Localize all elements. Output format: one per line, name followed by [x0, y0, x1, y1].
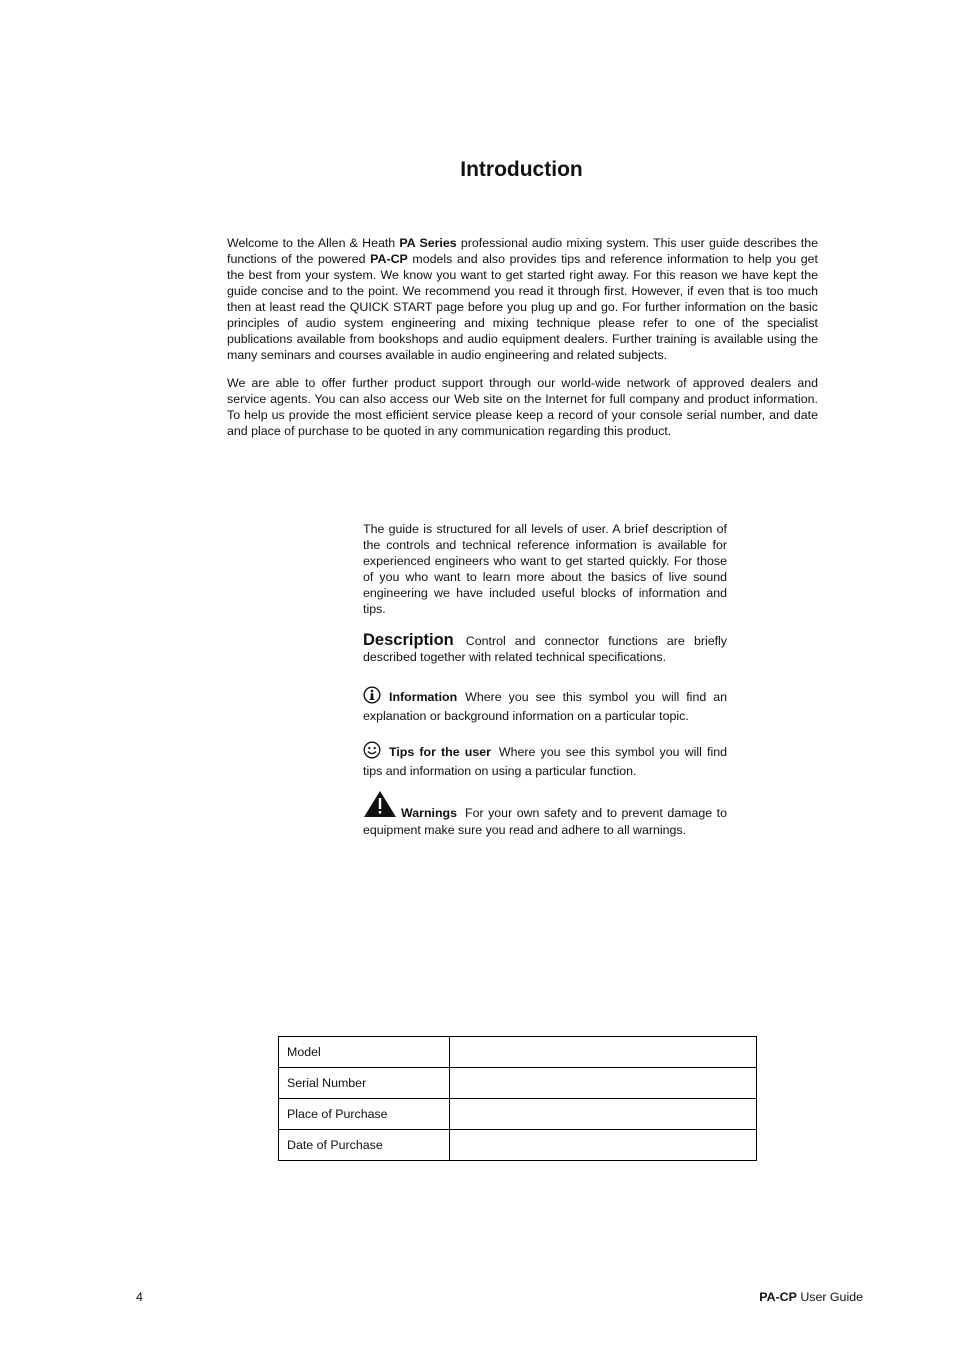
record-label-place-of-purchase: Place of Purchase [279, 1099, 450, 1130]
intro-paragraph-2: We are able to offer further product support through our world-wide network of approved dealers and service agents. You can also access our Web site on the Internet for full company and product information. To help us provide the most efficient service please keep a record of your console serial number, and date and place of purchase to be quoted in any communication regarding this product. [227, 376, 818, 438]
smiley-icon [363, 741, 381, 763]
guide-structure-paragraph: The guide is structured for all levels of user. A brief description of the controls and technical reference information is available for experienced engineers who want to get started quickly. For those of you who want to learn more about the basics of live sound engineering we have included useful blocks of information and tips. [363, 522, 727, 616]
table-row [279, 1068, 757, 1099]
tips-text: Where you see this symbol you will find tips and information on using a particular function. [363, 745, 727, 778]
product-record-table [278, 1036, 757, 1161]
record-value-model [450, 1037, 757, 1068]
footer-product: PA-CP [759, 1290, 797, 1304]
record-value-serial-number [450, 1068, 757, 1099]
record-value-place-of-purchase [450, 1099, 757, 1130]
description-text: Control and connector functions are briefly described together with related technical specifications. [363, 634, 727, 664]
information-text: Where you see this symbol you will find an explanation or background information on a particular topic. [363, 690, 727, 723]
warnings-heading: Warnings [401, 806, 457, 820]
footer-guide-label: User Guide [796, 1290, 863, 1304]
page-title: Introduction [460, 158, 583, 181]
information-block [363, 686, 727, 724]
page-number: 4 [136, 1290, 143, 1304]
warnings-text: For your own safety and to prevent damage to equipment make sure you read and adhere to all warnings. [363, 806, 727, 837]
footer-guide-title [759, 1290, 863, 1304]
description-block [363, 632, 727, 665]
info-icon [363, 686, 381, 708]
record-value-date-of-purchase [450, 1130, 757, 1161]
tips-heading: Tips for the user [389, 745, 491, 759]
intro-section [227, 235, 818, 451]
warnings-block [363, 790, 727, 838]
table-row [279, 1130, 757, 1161]
record-label-serial-number: Serial Number [279, 1068, 450, 1099]
table-row [279, 1099, 757, 1130]
record-label-date-of-purchase: Date of Purchase [279, 1130, 450, 1161]
intro-paragraph-1: Welcome to the Allen & Heath PA Series professional audio mixing system. This user guide describes the functions of the powered PA-CP models and also provides tips and reference information to help you get the best from your system. We know you want to get started right away. For this reason we have kept the guide concise and to the point. We recommend you read it through first. However, if even that is too much then at least read the QUICK START page before you plug up and go. For further information on the basic principles of audio system engineering and mixing technique please refer to one of the specialist publications available from bookshops and audio equipment dealers. Further training is available using the many seminars and courses available in audio engineering and related subjects. [227, 236, 819, 362]
tips-block [363, 741, 727, 779]
record-label-model: Model [279, 1037, 450, 1068]
warning-triangle-icon [363, 790, 397, 822]
table-row [279, 1037, 757, 1068]
information-heading: Information [389, 690, 458, 704]
description-heading: Description [363, 631, 454, 649]
